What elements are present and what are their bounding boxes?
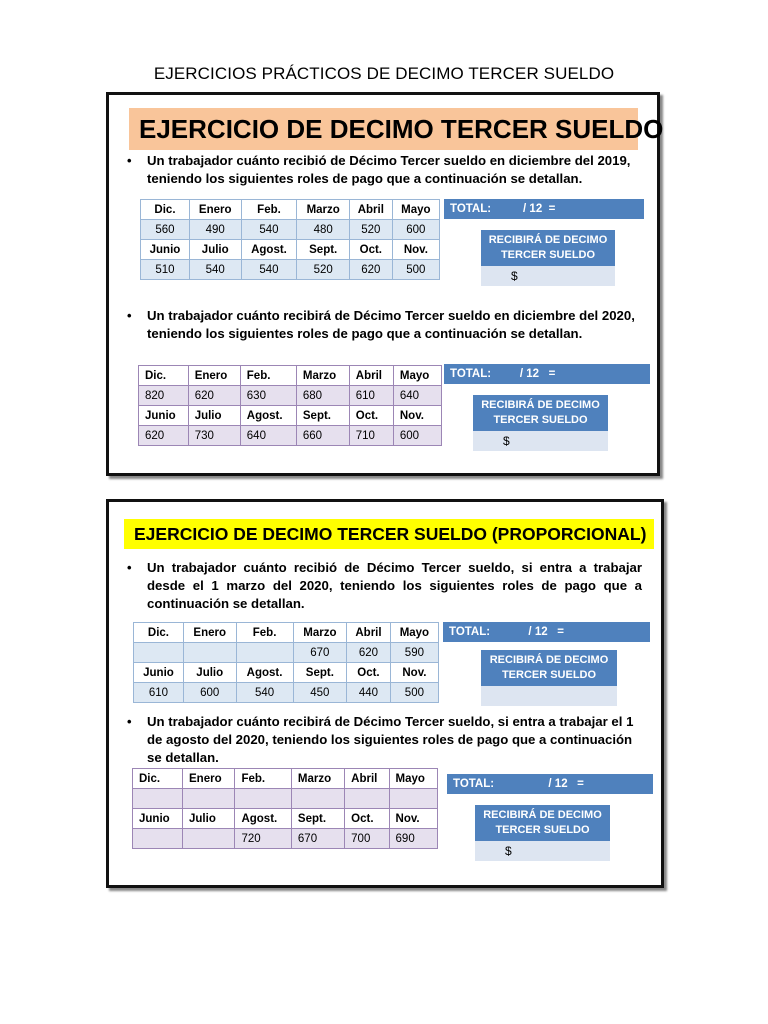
table-header-row bbox=[134, 663, 439, 683]
month-cell: Dic. bbox=[134, 623, 184, 643]
month-cell: Agost. bbox=[235, 809, 291, 829]
month-cell: Abril bbox=[349, 366, 393, 386]
table-header-row bbox=[134, 623, 439, 643]
month-cell: Sept. bbox=[296, 406, 349, 426]
month-cell: Junio bbox=[133, 809, 183, 829]
recibira-label: RECIBIRÁ DE DECIMO TERCER SUELDO bbox=[481, 230, 615, 266]
slide-decimo-tercer bbox=[106, 92, 664, 476]
amount-cell: 600 bbox=[393, 426, 441, 446]
month-cell: Feb. bbox=[235, 769, 291, 789]
amount-cell: 540 bbox=[236, 683, 293, 703]
amount-cell bbox=[345, 789, 389, 809]
amount-cell: 540 bbox=[189, 260, 241, 280]
month-cell: Abril bbox=[347, 623, 391, 643]
amount-cell bbox=[236, 643, 293, 663]
month-cell: Feb. bbox=[240, 366, 296, 386]
month-cell: Feb. bbox=[236, 623, 293, 643]
table-row bbox=[141, 220, 440, 240]
recibira-value bbox=[481, 686, 617, 706]
recibira-label: RECIBIRÁ DE DECIMO TERCER SUELDO bbox=[481, 650, 617, 686]
amount-cell: 620 bbox=[349, 260, 392, 280]
slide-heading: EJERCICIO DE DECIMO TERCER SUELDO (PROPORCIONAL) bbox=[124, 519, 654, 549]
exercise-question bbox=[127, 307, 647, 343]
amount-cell: 680 bbox=[296, 386, 349, 406]
month-cell: Agost. bbox=[240, 406, 296, 426]
recibira-value: $ bbox=[481, 266, 615, 286]
recibira-label: RECIBIRÁ DE DECIMO TERCER SUELDO bbox=[473, 395, 608, 431]
bullet-icon: • bbox=[127, 153, 132, 168]
amount-cell bbox=[133, 829, 183, 849]
table-row bbox=[139, 426, 442, 446]
amount-cell: 730 bbox=[188, 426, 240, 446]
table-header-row bbox=[133, 809, 438, 829]
month-cell: Junio bbox=[134, 663, 184, 683]
month-cell: Agost. bbox=[241, 240, 297, 260]
month-cell: Sept. bbox=[297, 240, 349, 260]
month-cell: Sept. bbox=[291, 809, 344, 829]
exercise-question bbox=[127, 559, 642, 613]
month-cell: Abril bbox=[349, 200, 392, 220]
month-cell: Agost. bbox=[236, 663, 293, 683]
table-header-row bbox=[139, 366, 442, 386]
amount-cell: 490 bbox=[189, 220, 241, 240]
recibira-box bbox=[481, 230, 615, 286]
month-cell: Oct. bbox=[345, 809, 389, 829]
month-cell: Julio bbox=[189, 240, 241, 260]
amount-cell: 590 bbox=[390, 643, 438, 663]
amount-cell: 540 bbox=[241, 220, 297, 240]
table-row bbox=[133, 789, 438, 809]
amount-cell: 480 bbox=[297, 220, 349, 240]
question-text: Un trabajador cuánto recibió de Décimo Tercer sueldo, si entra a trabajar desde el 1 marzo del 2020, teniendo los siguientes roles de pago que a continuación se detallan. bbox=[147, 560, 642, 611]
month-cell: Mayo bbox=[392, 200, 439, 220]
month-cell: Feb. bbox=[241, 200, 297, 220]
roles-table bbox=[133, 622, 439, 703]
table-row bbox=[134, 683, 439, 703]
amount-cell bbox=[389, 789, 437, 809]
amount-cell bbox=[183, 643, 236, 663]
table-header-row bbox=[141, 240, 440, 260]
amount-cell bbox=[134, 643, 184, 663]
amount-cell: 620 bbox=[139, 426, 189, 446]
roles-table bbox=[140, 199, 440, 280]
month-cell: Enero bbox=[183, 623, 236, 643]
table-header-row bbox=[141, 200, 440, 220]
roles-table bbox=[138, 365, 442, 446]
amount-cell: 640 bbox=[393, 386, 441, 406]
amount-cell: 510 bbox=[141, 260, 190, 280]
month-cell: Sept. bbox=[293, 663, 347, 683]
table-header-row bbox=[133, 769, 438, 789]
amount-cell: 610 bbox=[134, 683, 184, 703]
recibira-value: $ bbox=[473, 431, 608, 451]
month-cell: Mayo bbox=[390, 623, 438, 643]
exercise-question bbox=[127, 152, 647, 188]
month-cell: Dic. bbox=[139, 366, 189, 386]
amount-cell: 820 bbox=[139, 386, 189, 406]
month-cell: Oct. bbox=[349, 406, 393, 426]
amount-cell: 620 bbox=[188, 386, 240, 406]
month-cell: Julio bbox=[183, 809, 235, 829]
table-row bbox=[133, 829, 438, 849]
amount-cell: 710 bbox=[349, 426, 393, 446]
month-cell: Enero bbox=[188, 366, 240, 386]
amount-cell: 540 bbox=[241, 260, 297, 280]
amount-cell: 610 bbox=[349, 386, 393, 406]
month-cell: Abril bbox=[345, 769, 389, 789]
table-row bbox=[141, 260, 440, 280]
amount-cell: 670 bbox=[293, 643, 347, 663]
month-cell: Marzo bbox=[296, 366, 349, 386]
amount-cell bbox=[183, 829, 235, 849]
recibira-label: RECIBIRÁ DE DECIMO TERCER SUELDO bbox=[475, 805, 610, 841]
amount-cell: 440 bbox=[347, 683, 391, 703]
amount-cell: 700 bbox=[345, 829, 389, 849]
table-header-row bbox=[139, 406, 442, 426]
exercise-question bbox=[127, 713, 642, 767]
month-cell: Junio bbox=[141, 240, 190, 260]
amount-cell: 600 bbox=[183, 683, 236, 703]
amount-cell: 660 bbox=[296, 426, 349, 446]
amount-cell: 560 bbox=[141, 220, 190, 240]
month-cell: Julio bbox=[188, 406, 240, 426]
month-cell: Oct. bbox=[349, 240, 392, 260]
total-box: TOTAL: / 12 = bbox=[447, 774, 653, 794]
amount-cell: 630 bbox=[240, 386, 296, 406]
month-cell: Dic. bbox=[133, 769, 183, 789]
amount-cell: 640 bbox=[240, 426, 296, 446]
amount-cell: 720 bbox=[235, 829, 291, 849]
recibira-box bbox=[473, 395, 608, 451]
month-cell: Nov. bbox=[390, 663, 438, 683]
page-title: EJERCICIOS PRÁCTICOS DE DECIMO TERCER SUELDO bbox=[153, 64, 615, 83]
month-cell: Nov. bbox=[392, 240, 439, 260]
bullet-icon: • bbox=[127, 714, 132, 729]
recibira-box bbox=[481, 650, 617, 706]
amount-cell: 500 bbox=[390, 683, 438, 703]
month-cell: Mayo bbox=[393, 366, 441, 386]
slide-heading: EJERCICIO DE DECIMO TERCER SUELDO bbox=[129, 108, 638, 150]
month-cell: Enero bbox=[183, 769, 235, 789]
roles-table bbox=[132, 768, 438, 849]
recibira-box bbox=[475, 805, 610, 861]
amount-cell: 520 bbox=[297, 260, 349, 280]
bullet-icon: • bbox=[127, 308, 132, 323]
question-text: Un trabajador cuánto recibirá de Décimo Tercer sueldo en diciembre del 2020, teniendo los siguientes roles de pago que a continuación se detallan. bbox=[147, 308, 635, 341]
month-cell: Dic. bbox=[141, 200, 190, 220]
amount-cell: 500 bbox=[392, 260, 439, 280]
total-box: TOTAL: / 12 = bbox=[443, 622, 650, 642]
total-box: TOTAL: / 12 = bbox=[444, 199, 644, 219]
table-row bbox=[139, 386, 442, 406]
month-cell: Marzo bbox=[291, 769, 344, 789]
month-cell: Mayo bbox=[389, 769, 437, 789]
question-text: Un trabajador cuánto recibirá de Décimo Tercer sueldo, si entra a trabajar el 1 de agosto del 2020, teniendo los siguientes roles de pago que a continuación se detallan. bbox=[147, 714, 634, 765]
amount-cell: 690 bbox=[389, 829, 437, 849]
month-cell: Julio bbox=[183, 663, 236, 683]
amount-cell bbox=[183, 789, 235, 809]
month-cell: Marzo bbox=[293, 623, 347, 643]
amount-cell bbox=[235, 789, 291, 809]
amount-cell bbox=[133, 789, 183, 809]
amount-cell: 600 bbox=[392, 220, 439, 240]
month-cell: Nov. bbox=[393, 406, 441, 426]
recibira-value: $ bbox=[475, 841, 610, 861]
month-cell: Marzo bbox=[297, 200, 349, 220]
total-box: TOTAL: / 12 = bbox=[444, 364, 650, 384]
slide-decimo-tercer-proporcional bbox=[106, 499, 664, 888]
table-row bbox=[134, 643, 439, 663]
amount-cell: 620 bbox=[347, 643, 391, 663]
month-cell: Junio bbox=[139, 406, 189, 426]
month-cell: Nov. bbox=[389, 809, 437, 829]
month-cell: Enero bbox=[189, 200, 241, 220]
amount-cell: 670 bbox=[291, 829, 344, 849]
month-cell: Oct. bbox=[347, 663, 391, 683]
amount-cell bbox=[291, 789, 344, 809]
bullet-icon: • bbox=[127, 560, 132, 575]
amount-cell: 520 bbox=[349, 220, 392, 240]
amount-cell: 450 bbox=[293, 683, 347, 703]
question-text: Un trabajador cuánto recibió de Décimo Tercer sueldo en diciembre del 2019, teniendo los siguientes roles de pago que a continuación se detallan. bbox=[147, 153, 631, 186]
